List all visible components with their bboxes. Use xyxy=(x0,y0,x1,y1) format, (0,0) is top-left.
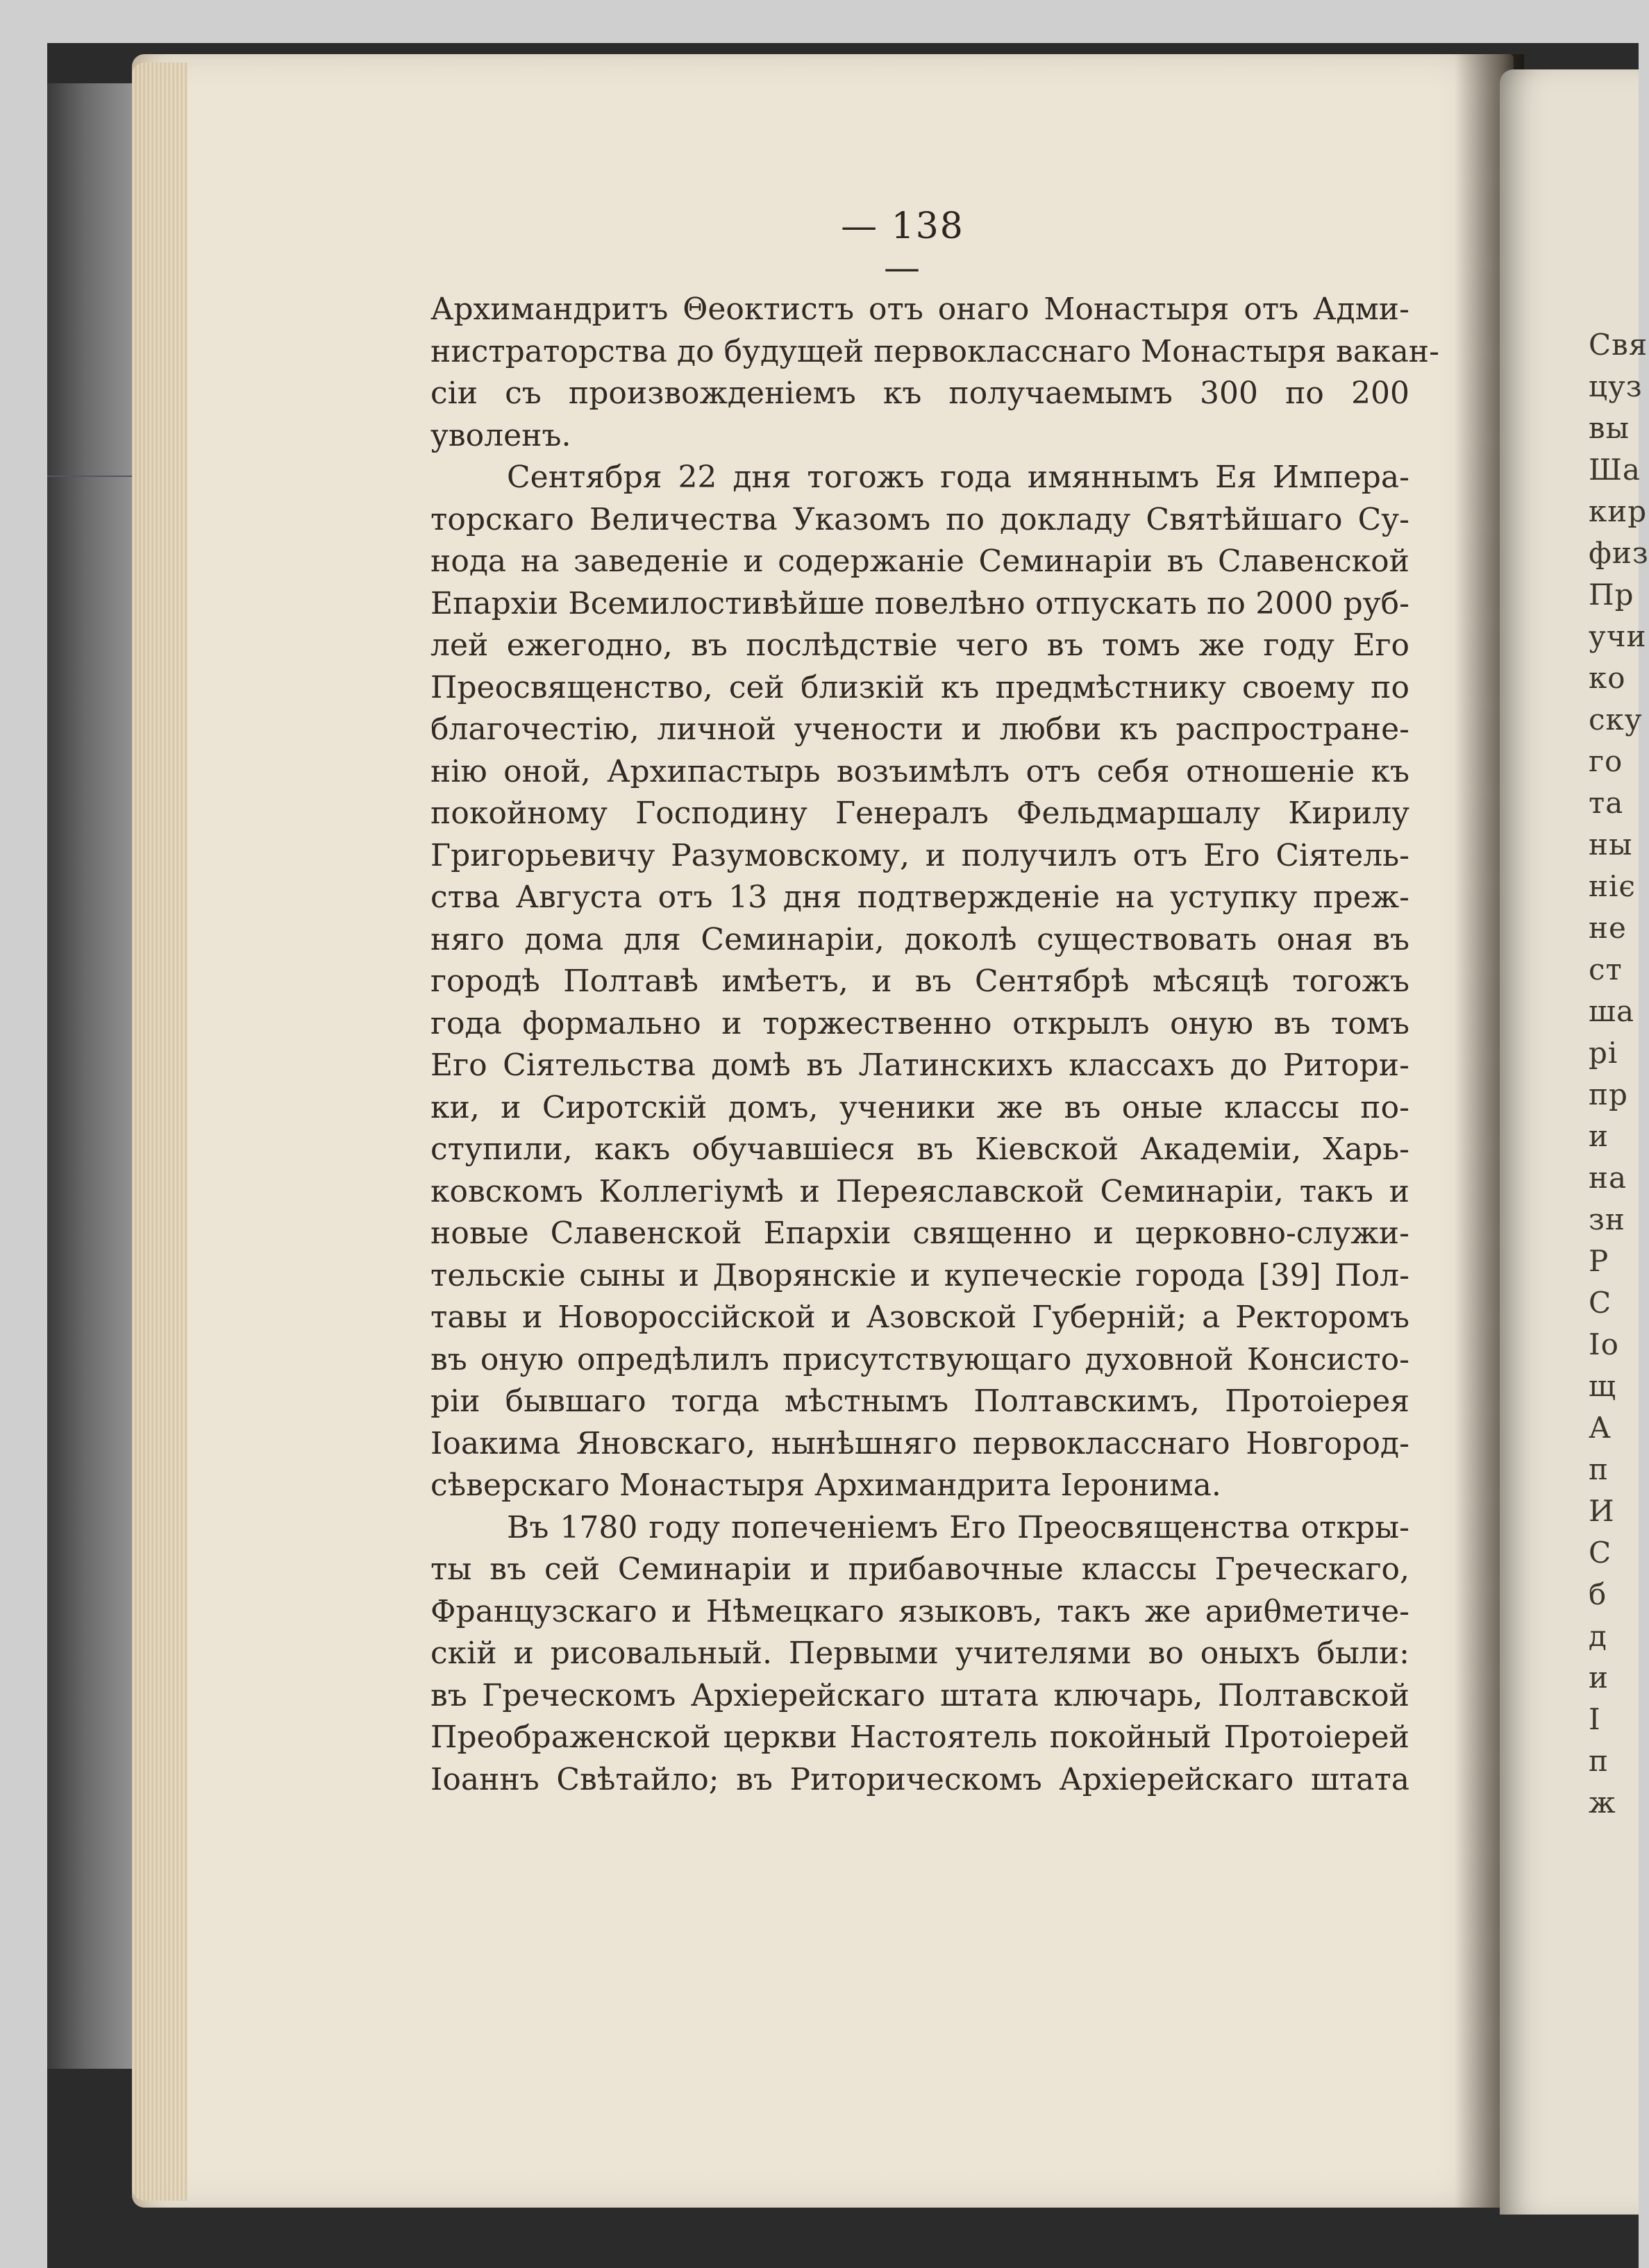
next-page-fragment: ж xyxy=(1589,1786,1616,1820)
next-page-fragment: ст xyxy=(1589,952,1623,986)
text-line: въ оную опредѣлилъ присутствующаго духовной Консисто- xyxy=(430,1341,1409,1377)
next-page-fragment: го xyxy=(1589,744,1623,778)
margin-mark xyxy=(47,476,136,477)
page-edges xyxy=(132,62,187,2201)
next-page-fragment: ску xyxy=(1589,703,1643,737)
next-page-fragment: Ша xyxy=(1589,453,1641,487)
next-page-fragment: не xyxy=(1589,911,1627,945)
text-line: Преображенской церкви Настоятель покойный Протоіерей xyxy=(430,1720,1409,1755)
text-line: тавы и Новороссійской и Азовской Губерній; а Ректоромъ xyxy=(430,1300,1409,1335)
next-page-fragment: Пр xyxy=(1589,578,1634,612)
text-line: ства Августа отъ 13 дня подтвержденіе на уступку преж- xyxy=(430,880,1409,915)
next-page-fragment: пр xyxy=(1589,1077,1628,1111)
page-text xyxy=(430,289,1439,1801)
next-page xyxy=(1500,69,1649,2215)
next-page-fragment: кир xyxy=(1589,494,1648,528)
text-line: покойному Господину Генералъ Фельдмаршалу Кирилу xyxy=(430,796,1409,831)
next-page-fragment: Р xyxy=(1589,1244,1609,1278)
next-page-fragment: ны xyxy=(1589,828,1633,862)
next-page-fragment: щ xyxy=(1589,1369,1617,1403)
text-line: благочестію, личной учености и любви къ распростране- xyxy=(430,712,1409,747)
next-page-fragment: ша xyxy=(1589,994,1635,1028)
next-page-fragment: рі xyxy=(1589,1036,1618,1070)
text-line: няго дома для Семинаріи, доколѣ существовать оная въ xyxy=(430,921,1409,957)
page-number: — 138 — xyxy=(841,205,964,289)
next-page-fragment: п xyxy=(1589,1744,1609,1778)
next-page-fragment: С xyxy=(1589,1536,1612,1570)
next-page-fragment: ко xyxy=(1589,661,1626,695)
next-page-fragment: Свя xyxy=(1589,328,1648,362)
next-page-fragment: б xyxy=(1589,1577,1607,1611)
next-page-fragment: та xyxy=(1589,786,1624,820)
next-page-fragment: на xyxy=(1589,1161,1627,1195)
next-page-fragment: ніє xyxy=(1589,869,1636,903)
next-page-fragment: А xyxy=(1589,1411,1612,1445)
text-line: нію оной, Архипастырь возъимѣлъ отъ себя отношеніе къ xyxy=(430,753,1409,789)
next-page-fragment: д xyxy=(1589,1619,1607,1653)
text-line: ки, и Сиротскій домъ, ученики же въ оные классы по- xyxy=(430,1089,1409,1125)
text-line: года формально и торжественно открылъ оную въ томъ xyxy=(430,1005,1409,1041)
text-line: тельскіе сыны и Дворянскіе и купеческіе города [39] Пол- xyxy=(430,1257,1409,1293)
text-line: сѣверскаго Монастыря Архимандрита Іеронима. xyxy=(430,1468,1221,1503)
text-line: Его Сіятельства домѣ въ Латинскихъ классахъ до Ритори- xyxy=(430,1048,1409,1083)
text-line: Преосвященство, сей близкій къ предмѣстнику своему по xyxy=(430,669,1409,705)
text-line: Архимандритъ Θеоктистъ отъ онаго Монастыря отъ Адми- xyxy=(430,292,1409,327)
text-line: новые Славенской Епархіи священно и церковно-служи- xyxy=(430,1216,1409,1251)
text-line: Епархіи Всемилостивѣйше повелѣно отпускать по 2000 руб- xyxy=(430,585,1409,621)
text-line: въ Греческомъ Архіерейскаго штата ключарь, Полтавской xyxy=(430,1677,1409,1713)
text-line: нистраторства до будущей первокласснаго Монастыря вакан- xyxy=(430,333,1439,369)
text-line: ріи бывшаго тогда мѣстнымъ Полтавскимъ, Протоіерея xyxy=(430,1384,1409,1419)
text-line: ступили, какъ обучавшіеся въ Кіевской Академіи, Харь- xyxy=(430,1132,1409,1167)
text-line: Григорьевичу Разумовскому, и получилъ отъ Его Сіятель- xyxy=(430,837,1409,873)
next-page-fragment: вы xyxy=(1589,411,1630,445)
next-page-fragment: учи xyxy=(1589,619,1647,653)
next-page-fragment: Іо xyxy=(1589,1327,1619,1361)
text-line: Іоакима Яновскаго, нынѣшняго первокласснаго Новгород- xyxy=(430,1425,1409,1461)
text-line: Французскаго и Нѣмецкаго языковъ, такъ же ариθметиче- xyxy=(430,1593,1409,1629)
text-line: Іоаннъ Свѣтайло; въ Риторическомъ Архіерейскаго штата xyxy=(430,1761,1409,1797)
next-page-fragment: зн xyxy=(1589,1202,1625,1236)
next-page-fragment: п xyxy=(1589,1452,1609,1486)
next-page-fragment: С xyxy=(1589,1286,1612,1320)
text-line: уволенъ. xyxy=(430,417,571,453)
text-line: городѣ Полтавѣ имѣетъ, и въ Сентябрѣ мѣсяцѣ тогожъ xyxy=(430,964,1409,999)
text-line: нода на заведеніе и содержаніе Семинаріи въ Славенской xyxy=(430,544,1409,579)
text-line: сіи съ произвожденіемъ къ получаемымъ 300 по 200 xyxy=(430,376,1409,411)
next-page-fragment: физ xyxy=(1589,536,1649,570)
book-left-edge xyxy=(47,83,144,2069)
text-line: лей ежегодно, въ послѣдствіе чего въ томъ же году Его xyxy=(430,628,1409,663)
text-line: скій и рисовальный. Первыми учителями во оныхъ были: xyxy=(430,1636,1409,1671)
text-line: Въ 1780 году попеченіемъ Его Преосвященства откры- xyxy=(507,1509,1409,1545)
text-line: торскаго Величества Указомъ по докладу Святѣйшаго Су- xyxy=(430,501,1409,537)
next-page-fragment: І xyxy=(1589,1702,1601,1736)
next-page-fragment: цуз xyxy=(1589,369,1643,403)
next-page-fragment: и xyxy=(1589,1119,1609,1153)
next-page-fragment: И xyxy=(1589,1494,1615,1528)
text-line: ковскомъ Коллегіумѣ и Переяславской Семинаріи, такъ и xyxy=(430,1173,1409,1209)
next-page-fragment: и xyxy=(1589,1661,1609,1695)
text-line: Сентября 22 дня тогожъ года имяннымъ Ея Импера- xyxy=(507,460,1409,495)
text-line: ты въ сей Семинаріи и прибавочные классы Греческаго, xyxy=(430,1552,1409,1587)
